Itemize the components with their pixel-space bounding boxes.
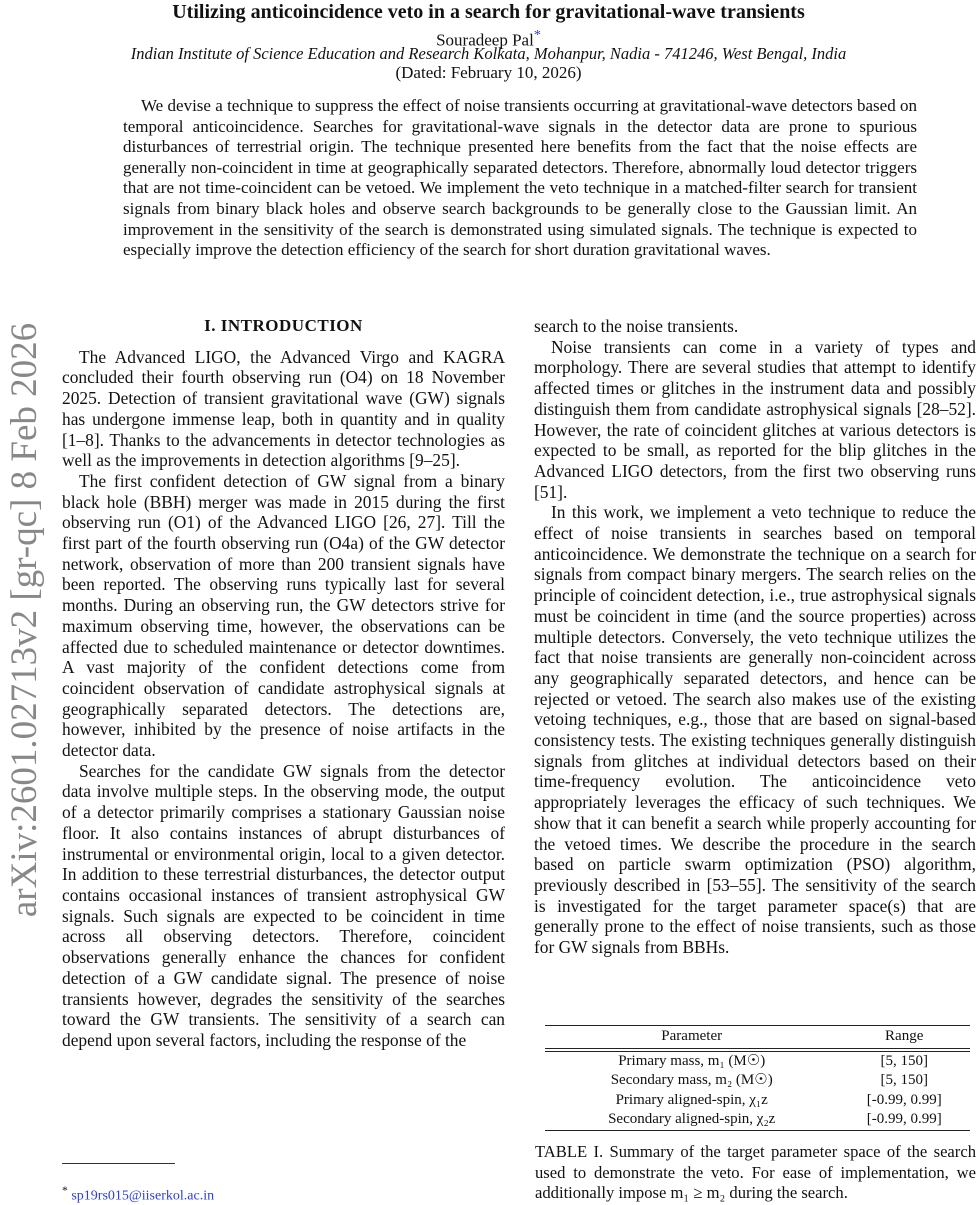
paragraph: The first confident detection of GW signal from a binary black hole (BBH) merger was made in 2015 during the first observing run (O1) of the Advanced LIGO [26, 27]. Till the first part of the fourth observing run (O4a) of the GW detector network, observation of more than 200 transient signals have been reported. The observing runs typically last for several months. During an observing run, the GW detectors strive for maximum observing time, however, the observations can be affected due to scheduled maintenance or detector downtimes. A vast majority of the confident detections come from coincident observation of candidate astrophysical signals at geographically separated detectors. The detections are, however, inhibited by the presence of noise artifacts in the detector data.: [62, 470, 505, 761]
footnote-mark: *: [62, 1184, 68, 1197]
affiliation: Indian Institute of Science Education and Research Kolkata, Mohanpur, Nadia - 741246, West Bengal, India: [130, 44, 847, 63]
right-column: [534, 316, 976, 958]
table-cell: [-0.99, 0.99]: [866, 1091, 942, 1108]
table-cell: [-0.99, 0.99]: [838, 1110, 970, 1130]
table-cell: Secondary aligned-spin, χ₂z: [545, 1110, 838, 1130]
author-name: Souradeep Pal: [436, 30, 534, 50]
footnote: [62, 1183, 214, 1205]
table-header-row: [545, 1026, 970, 1050]
column-header: Range: [838, 1026, 970, 1050]
paragraph: Searches for the candidate GW signals from the detector data involve multiple steps. In the observing mode, the output of a detector primarily comprises a stationary Gaussian noise floor. It also contains instances of abrupt disturbances of instrumental or environmental origin, local to a given detector. In addition to these terrestrial disturbances, the detector output contains occasional instances of transient astrophysical GW signals. Such signals are expected to be coincident in time across all observing detectors. Therefore, coincident observations generally enhance the chances for confident detection of a GW candidate signal. The presence of noise transients however, degrades the sensitivity of the searches toward the GW transients. The sensitivity of a search can depend upon several factors, including the response of the: [62, 760, 505, 1050]
parameter-table: [545, 1025, 970, 1131]
paragraph: The Advanced LIGO, the Advanced Virgo and KAGRA concluded their fourth observing run (O4) on 18 November 2025. Detection of transient gravitational wave (GW) signals has undergone immense leap, both in quantity and in quality [1–8]. Thanks to the advancements in detector technologies as well as the improvements in detection algorithms [9–25].: [62, 346, 505, 471]
email-link[interactable]: sp19rs015@iiserkol.ac.in: [71, 1188, 215, 1204]
table-cell: [5, 150]: [880, 1072, 928, 1088]
table-cell: Primary mass, m₁ (M☉): [618, 1052, 766, 1069]
section-heading: I. INTRODUCTION: [204, 316, 363, 335]
table-row: [545, 1091, 970, 1111]
paper-title: Utilizing anticoincidence veto in a search for gravitational-wave transients: [172, 1, 805, 23]
left-column: [62, 316, 505, 1051]
table-row: [545, 1110, 970, 1130]
author-footnote-mark[interactable]: *: [533, 27, 541, 43]
column-header: Parameter: [545, 1026, 838, 1050]
paragraph: Noise transients can come in a variety of types and morphology. There are several studies that attempt to identify affected times or glitches in the instrument data and possibly distinguish them from candidate astrophysical signals [28–52]. However, the rate of coincident glitches at various detectors is expected to be small, as reported for the blip glitches in the Advanced LIGO detectors, from the first two observing runs [51].: [534, 336, 976, 502]
date-line: (Dated: February 10, 2026): [395, 63, 582, 82]
footnote-divider: [62, 1163, 175, 1164]
table-cell: [5, 150]: [880, 1052, 928, 1069]
paragraph: search to the noise transients.: [534, 316, 739, 336]
table-caption: TABLE I. Summary of the target parameter space of the search used to demonstrate the veto. For ease of implementation, we additionally impose m₁ ≥ m₂ during the search.: [535, 1142, 976, 1202]
abstract: We devise a technique to suppress the effect of noise transients occurring at gravitational-wave detectors based on temporal anticoincidence. Searches for gravitational-wave signals in the detector data are prone to spurious disturbances of terrestrial origin. The technique presented here benefits from the fact that the noise effects are generally non-coincident in time at geographically separated detectors. Therefore, abnormally loud detector triggers that are not time-coincident can be vetoed. We implement the veto technique in a matched-filter search for transient signals from binary black holes and observe search backgrounds to be generally close to the Gaussian limit. An improvement in the sensitivity of the search is demonstrated using simulated signals. The technique is expected to especially improve the detection efficiency of the search for short duration gravitational waves.: [123, 96, 917, 260]
table-cell: Primary aligned-spin, χ₁z: [615, 1091, 768, 1108]
table-row: [545, 1071, 970, 1091]
arxiv-stamp: arXiv:2601.02713v2 [gr-qc] 8 Feb 2026: [4, 322, 45, 918]
table-row: [545, 1050, 970, 1072]
paragraph: In this work, we implement a veto technique to reduce the effect of noise transients in searches based on temporal anticoincidence. We demonstrate the technique on a search for signals from compact binary mergers. The search relies on the principle of coincident detection, i.e., true astrophysical signals must be coincident in time (and the source properties) across multiple detectors. Conversely, the veto technique utilizes the fact that noise transients are generally non-coincident across any geographically separated detectors, and hence can be rejected or vetoed. The search also makes use of the existing vetoing techniques, e.g., those that are based on signal-based consistency tests. The existing techniques generally distinguish signals from glitches at individual detectors based on their time-frequency evolution. The anticoincidence veto appropriately leverages the efficacy of such techniques. We show that it can benefit a search while properly accounting for the vetoed times. We describe the procedure in the search based on particle swarm optimization (PSO) algorithm, previously described in [53–55]. The sensitivity of the search is investigated for the target parameter space(s) that are generally prone to the effect of noise transients, such as those for GW signals from BBHs.: [534, 502, 976, 958]
table-cell: Secondary mass, m₂ (M☉): [610, 1072, 773, 1088]
